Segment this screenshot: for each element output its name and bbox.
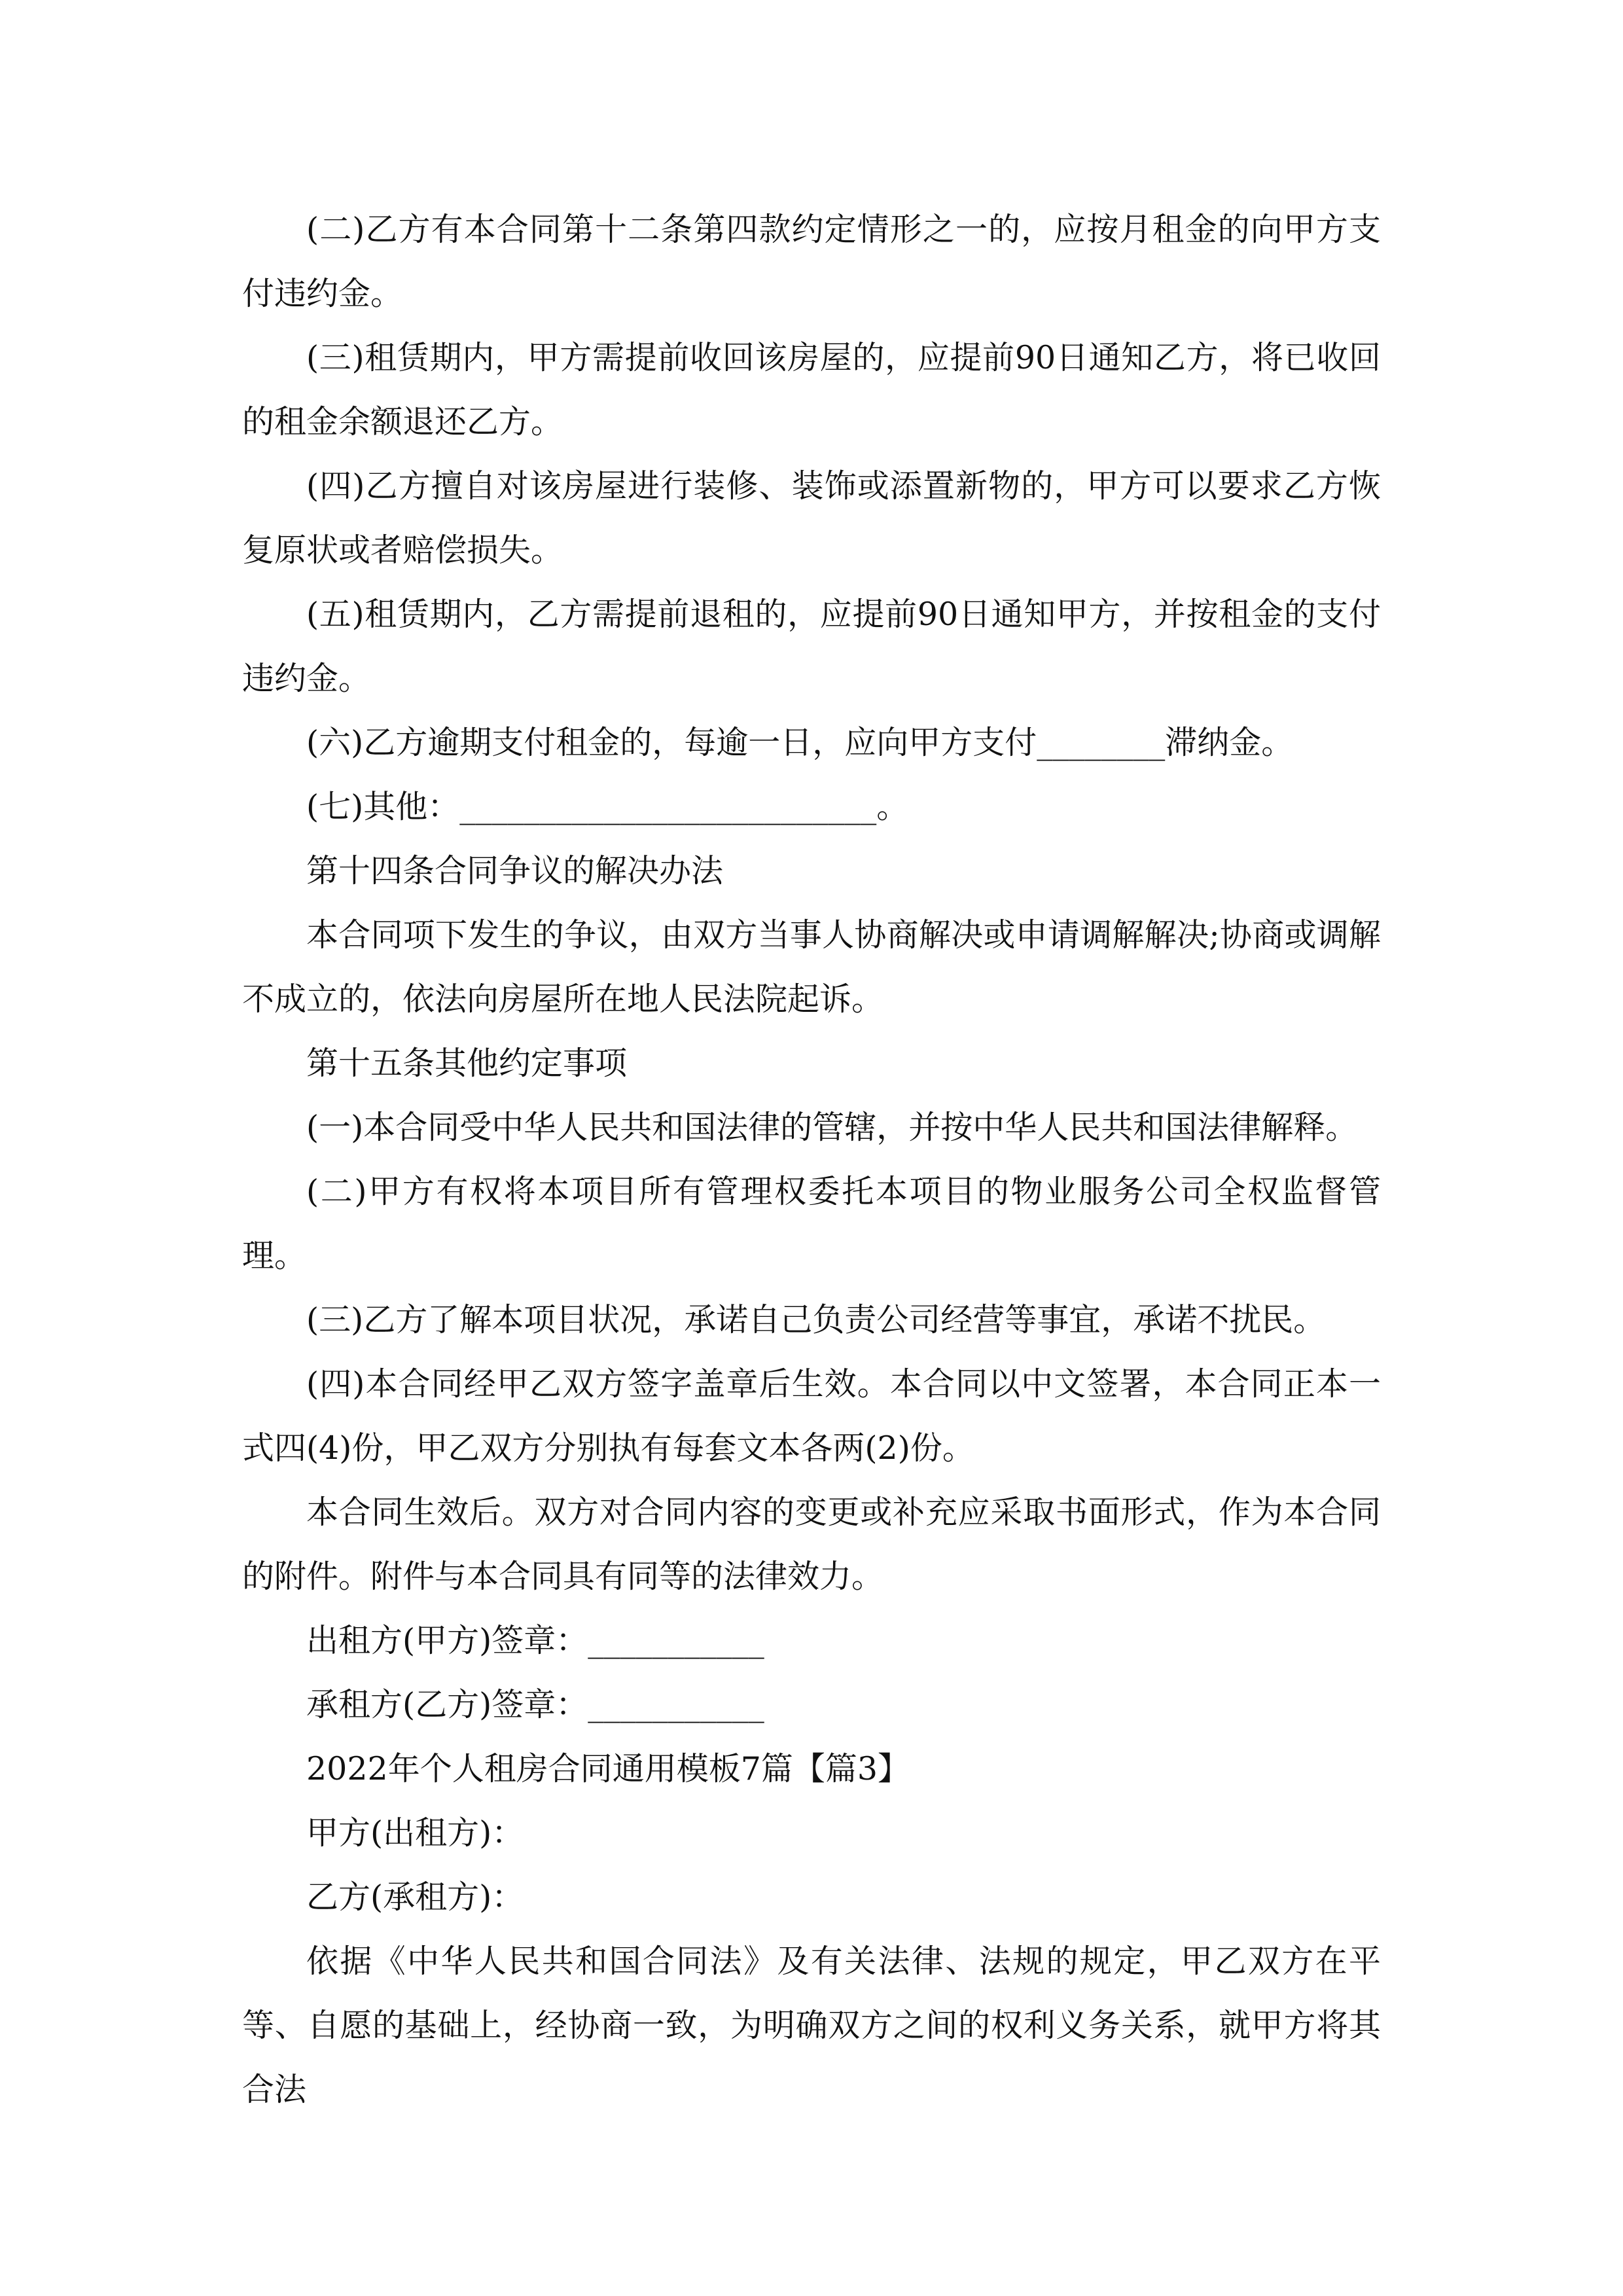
lessor-signature-line: 出租方(甲方)签章：___________ [306,1622,764,1659]
paragraph-penalty-3: (三)租赁期内，甲方需提前收回该房屋的，应提前90日通知乙方，将已收回的租金余额退还乙方。 [242,339,1381,440]
section-title: 2022年个人租房合同通用模板7篇【篇3】 [306,1750,910,1787]
party-b-line: 乙方(承租方)： [306,1878,524,1916]
article-14-heading: 第十四条合同争议的解决办法 [306,852,724,889]
paragraph-penalty-2: (二)乙方有本合同第十二条第四款约定情形之一的，应按月租金的向甲方支付违约金。 [242,211,1381,312]
article-15-item-4: (四)本合同经甲乙双方签字盖章后生效。本合同以中文签署，本合同正本一式四(4)份，甲乙双方分别执有每套文本各两(2)份。 [242,1365,1381,1467]
article-15-item-2: (二)甲方有权将本项目所有管理权委托本项目的物业服务公司全权监督管理。 [242,1173,1381,1274]
article-14-body: 本合同项下发生的争议，由双方当事人协商解决或申请调解解决;协商或调解不成立的，依法向房屋所在地人民法院起诉。 [242,916,1381,1018]
lessee-signature-line: 承租方(乙方)签章：___________ [306,1686,764,1723]
article-15-item-1: (一)本合同受中华人民共和国法律的管辖，并按中华人民共和国法律解释。 [306,1109,1358,1146]
paragraph-penalty-4: (四)乙方擅自对该房屋进行装修、装饰或添置新物的，甲方可以要求乙方恢复原状或者赔偿损失。 [242,467,1381,569]
article-15-heading: 第十五条其他约定事项 [306,1045,628,1082]
paragraph-penalty-7: (七)其他：__________________________。 [306,788,909,825]
article-15-item-3: (三)乙方了解本项目状况，承诺自己负责公司经营等事宜，承诺不扰民。 [306,1301,1326,1338]
document-body [242,198,1381,2122]
contract-basis-paragraph: 依据《中华人民共和国合同法》及有关法律、法规的规定，甲乙双方在平等、自愿的基础上，经协商一致，为明确双方之间的权利义务关系，就甲方将其合法 [242,1943,1381,2108]
paragraph-penalty-6: (六)乙方逾期支付租金的，每逾一日，应向甲方支付________滞纳金。 [306,724,1294,761]
effectiveness-paragraph: 本合同生效后。双方对合同内容的变更或补充应采取书面形式，作为本合同的附件。附件与本合同具有同等的法律效力。 [242,1494,1381,1595]
paragraph-penalty-5: (五)租赁期内，乙方需提前退租的，应提前90日通知甲方，并按租金的支付违约金。 [242,596,1381,697]
party-a-line: 甲方(出租方)： [306,1814,524,1852]
